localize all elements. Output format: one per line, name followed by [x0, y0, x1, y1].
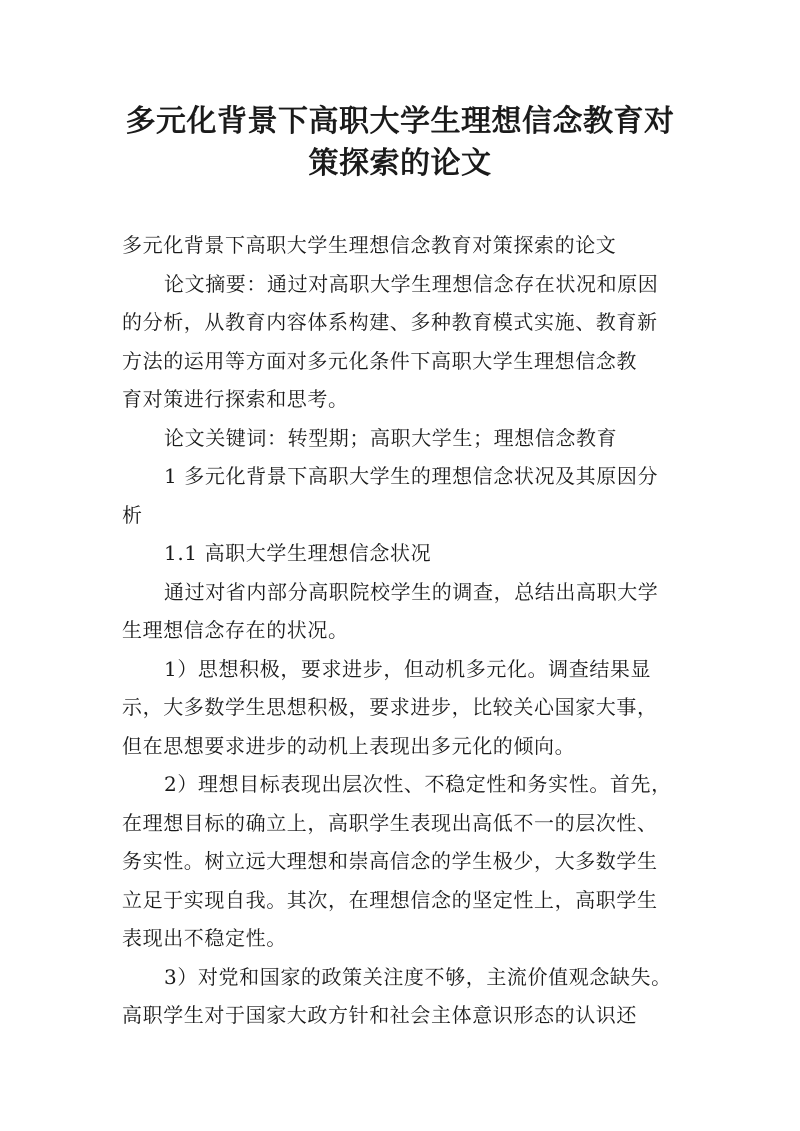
body-line: 示，大多数学生思想积极，要求进步，比较关心国家大事，	[122, 695, 658, 719]
body-line: 析	[122, 502, 143, 527]
body-line: 育对策进行探索和思考。	[122, 387, 349, 411]
body-line: 方法的运用等方面对多元化条件下高职大学生理想信念教	[122, 348, 637, 373]
body-line: 1）思想积极，要求进步，但动机多元化。调查结果显	[164, 656, 652, 681]
body-line: 论文关键词：转型期；高职大学生；理想信念教育	[164, 425, 618, 450]
document-title-line-2: 策探索的论文	[308, 146, 492, 181]
body-line: 表现出不稳定性。	[122, 926, 287, 950]
document-body	[122, 226, 692, 1035]
body-line: 在理想目标的确立上，高职学生表现出高低不一的层次性、	[122, 810, 658, 835]
body-line: 1.1 高职大学生理想信念状况	[164, 541, 432, 565]
body-line: 高职学生对于国家大政方针和社会主体意识形态的认识还	[122, 1003, 637, 1027]
body-line: 3）对党和国家的政策关注度不够，主流价值观念缺失。	[164, 964, 672, 989]
body-line: 1 多元化背景下高职大学生的理想信念状况及其原因分	[164, 464, 659, 488]
document-title-line-1: 多元化背景下高职大学生理想信念教育对	[125, 104, 675, 139]
body-line: 通过对省内部分高职院校学生的调查，总结出高职大学	[164, 579, 659, 604]
body-line: 的分析，从教育内容体系构建、多种教育模式实施、教育新	[122, 310, 658, 334]
body-line: 生理想信念存在的状况。	[122, 618, 349, 642]
body-line: 论文摘要：通过对高职大学生理想信念存在状况和原因	[164, 271, 659, 296]
body-line: 但在思想要求进步的动机上表现出多元化的倾向。	[122, 733, 576, 758]
body-line: 多元化背景下高职大学生理想信念教育对策探索的论文	[122, 233, 617, 257]
body-line: 务实性。树立远大理想和崇高信念的学生极少，大多数学生	[122, 849, 658, 873]
body-line: 2）理想目标表现出层次性、不稳定性和务实性。首先，	[164, 772, 672, 796]
body-line: 立足于实现自我。其次，在理想信念的坚定性上，高职学生	[122, 887, 658, 912]
